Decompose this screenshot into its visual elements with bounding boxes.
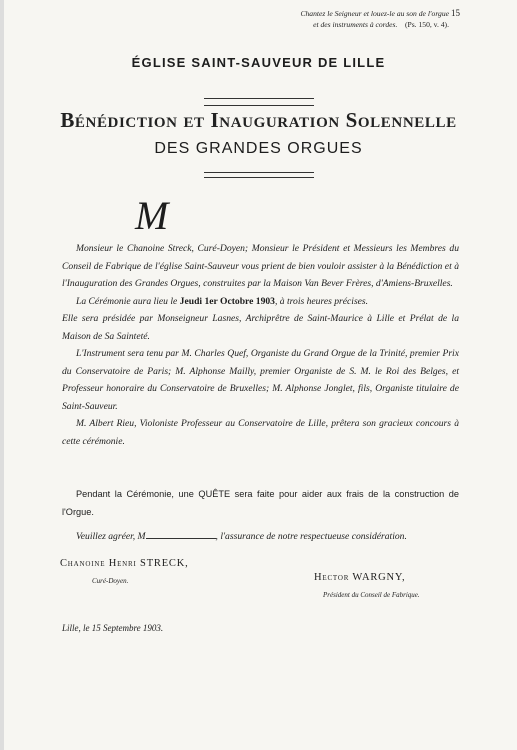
paragraph-invitation: Monsieur le Chanoine Streck, Curé-Doyen; Monsieur le Président et Messieurs les Membres du Conseil de Fabrique de l'église Saint-Sauveur vous prient de bien vouloir assister à la Bénédiction et à l'Inauguration des Grandes Orgues, construites par la Maison Van Bever Frères, d'Amiens-Bruxelles. (62, 243, 459, 289)
ceremony-time: , à trois heures précises. (274, 295, 369, 307)
bottom-ornament-rule (204, 172, 314, 178)
paragraph-ceremony-date (62, 293, 459, 311)
paragraph-violinist: M. Albert Rieu, Violoniste Professeur au Conservatoire de Lille, prêtera son gracieux concours à cette cérémonie. (62, 418, 459, 447)
event-title: Bénédiction et Inauguration Solennelle (60, 108, 457, 132)
epigraph-line-1: Chantez le Seigneur et louez-le au son de l'orgue (300, 9, 449, 18)
name-blank (146, 530, 216, 539)
epigraph-line-2-text: et des instruments à cordes. (313, 19, 398, 29)
signature-left-name: Chanoine Henri STRECK, (60, 558, 189, 569)
closing-line (76, 530, 459, 542)
invitation-body (62, 240, 459, 450)
closing-before: Veuillez agréer, M (76, 531, 146, 542)
closing-after: , l'assurance de notre respectueuse considération. (215, 531, 407, 542)
signature-left-role: Curé-Doyen. (92, 577, 129, 585)
epigraph-line-2 (189, 20, 449, 31)
epigraph (189, 9, 449, 30)
psalm-reference: (Ps. 150, v. 4). (404, 19, 449, 29)
signature-right-name: Hector WARGNY, (314, 572, 406, 583)
ceremony-date: Jeudi 1er Octobre 1903 (179, 295, 275, 307)
collection-notice: Pendant la Cérémonie, une QUÊTE sera faite pour aider aux frais de la construction de l'Orgue. (62, 489, 459, 517)
paragraph-organists: L'Instrument sera tenu par M. Charles Quef, Organiste du Grand Orgue de la Trinité, premier Prix du Conservatoire de Paris; M. Alphonse Mailly, premier Organiste de S. M. le Roi des Belges, et Professeur honoraire du Conservatoire de Bruxelles; M. Alphonse Jonglet, fils, Organiste titulaire de Saint-Sauveur. (62, 348, 459, 412)
church-name: ÉGLISE SAINT-SAUVEUR DE LILLE (131, 55, 386, 70)
ceremony-date-prefix: La Cérémonie aura lieu le (76, 295, 178, 307)
signature-right-role: Président du Conseil de Fabrique. (323, 591, 420, 599)
paragraph-presider: Elle sera présidée par Monseigneur Lasnes, Archiprêtre de Saint-Maurice à Lille et Prélat de la Maison de Sa Sainteté. (62, 313, 459, 342)
date-line: Lille, le 15 Septembre 1903. (62, 623, 164, 633)
page-number: 15 (451, 8, 460, 18)
salutation-initial: M (135, 193, 169, 238)
top-ornament-rule (204, 98, 314, 106)
event-subtitle: DES GRANDES ORGUES (154, 140, 363, 157)
